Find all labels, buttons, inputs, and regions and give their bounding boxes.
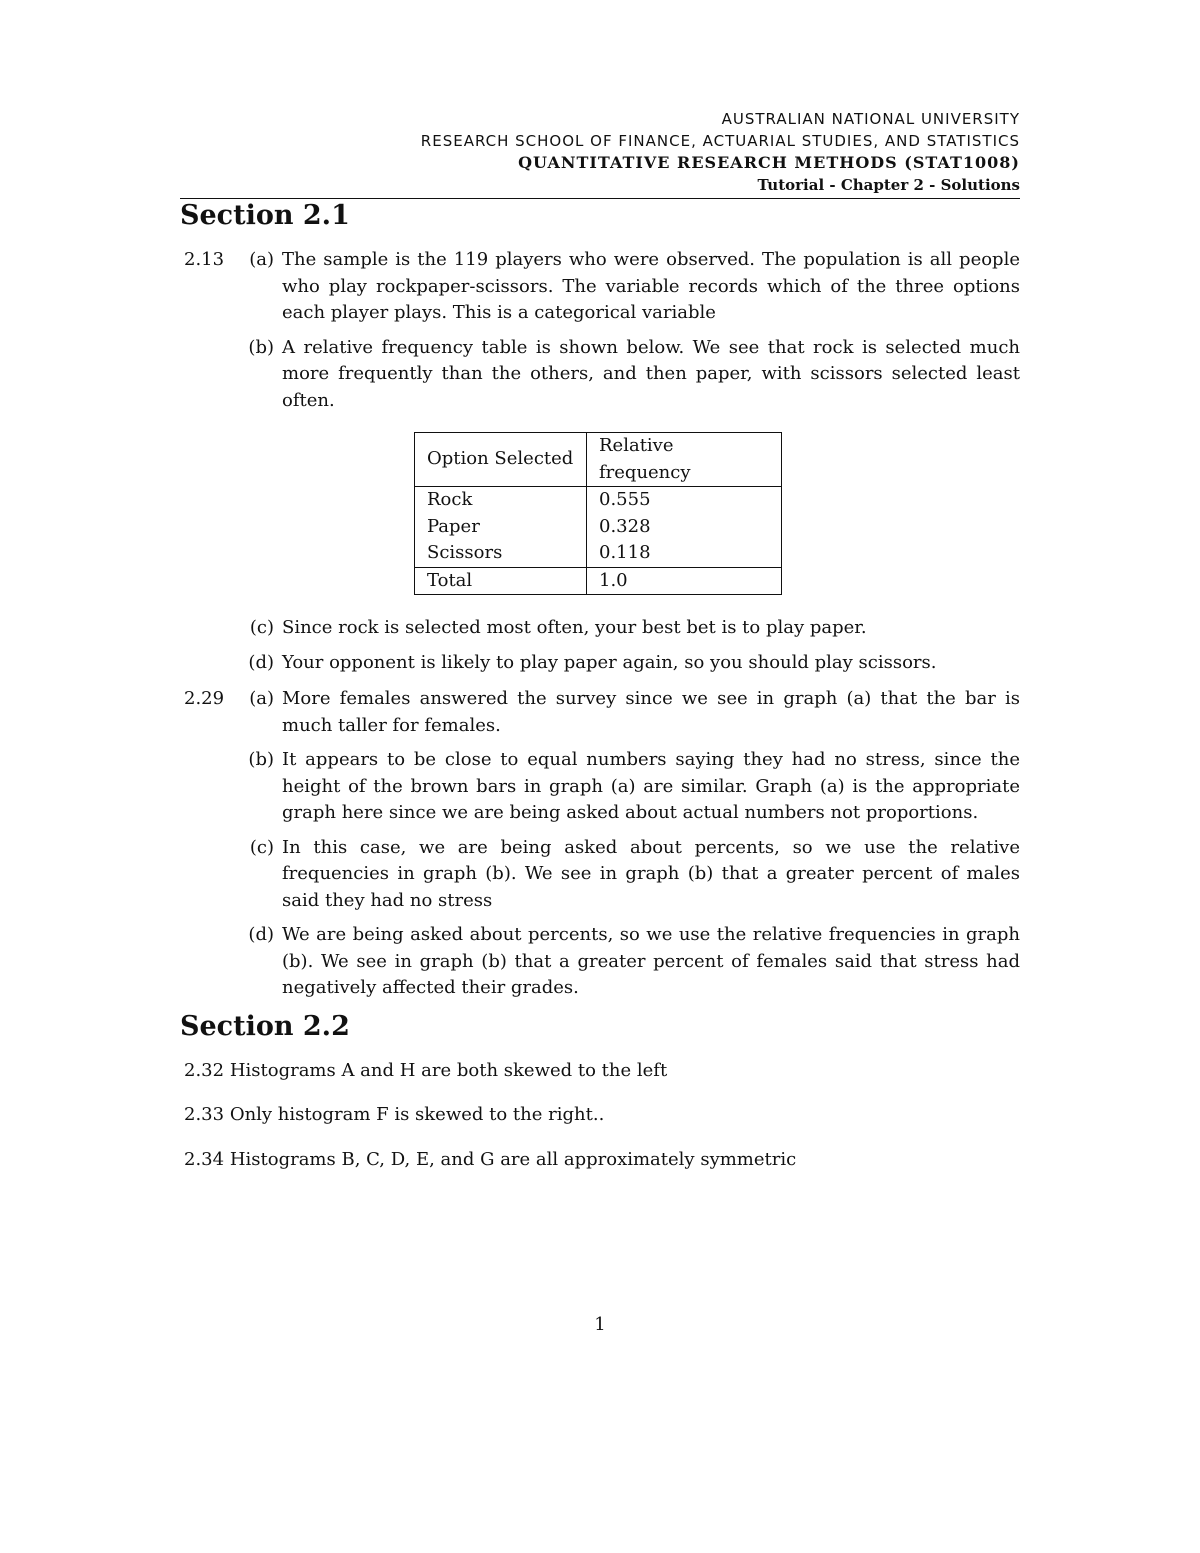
table-cell: 1.0 [587, 567, 782, 595]
tutorial-subtitle: Tutorial - Chapter 2 - Solutions [757, 176, 1020, 194]
part-label: (d) [248, 924, 274, 945]
university-name: AUSTRALIAN NATIONAL UNIVERSITY [721, 110, 1020, 128]
part-label: (b) [248, 749, 274, 770]
table-cell: Total [415, 567, 587, 595]
part-label: (c) [249, 617, 274, 638]
part-text: A relative frequency table is shown below. We see that rock is selected much more frequently than the others, and then paper, with scissors selected least often. [282, 336, 1020, 411]
table-cell: Scissors [415, 540, 587, 567]
part-b [240, 335, 1020, 596]
document-page [180, 108, 1020, 1173]
table-row [415, 514, 782, 541]
problem-number: 2.34 [184, 1148, 225, 1170]
table-header-cell: Option Selected [415, 433, 587, 487]
part-text: In this case, we are being asked about percents, so we use the relative frequencies in graph (b). We see in graph (b) that a greater percent of males said they had no stress [282, 836, 1020, 911]
table-row [415, 540, 782, 567]
table-cell: 0.118 [587, 540, 782, 567]
table-total-row [415, 567, 782, 595]
problem-2-13 [180, 247, 1020, 676]
problem-2-32 [180, 1058, 1020, 1085]
course-title: QUANTITATIVE RESEARCH METHODS (STAT1008) [518, 153, 1020, 172]
part-text: We are being asked about percents, so we use the relative frequencies in graph (b). We see in graph (b) that a greater percent of females said that stress had negatively affected their grades. [282, 924, 1020, 998]
part-text: More females answered the survey since we see in graph (a) that the bar is much taller for females. [282, 688, 1020, 736]
part-text: Since rock is selected most often, your best bet is to play paper. [282, 617, 867, 638]
problem-number: 2.29 [184, 688, 225, 709]
problem-2-34 [180, 1147, 1020, 1174]
table-cell: 0.555 [587, 487, 782, 514]
part-a [240, 686, 1020, 739]
section-heading-2-1: Section 2.1 [180, 200, 350, 231]
problem-2-33 [180, 1102, 1020, 1129]
part-b [240, 747, 1020, 827]
problem-text: Only histogram F is skewed to the right.. [229, 1104, 605, 1125]
part-label: (a) [249, 688, 274, 709]
part-c [240, 615, 1020, 642]
table-row [415, 487, 782, 514]
page-number: 1 [594, 1314, 606, 1335]
table-cell: Rock [415, 487, 587, 514]
frequency-table-wrapper [414, 432, 1020, 595]
problem-number: 2.32 [184, 1059, 225, 1081]
document-header [180, 108, 1020, 196]
part-d [240, 650, 1020, 677]
part-text: Your opponent is likely to play paper again, so you should play scissors. [282, 651, 937, 673]
problem-text: Histograms A and H are both skewed to the left [229, 1059, 668, 1081]
part-text: The sample is the 119 players who were observed. The population is all people who play rockpaper-scissors. The variable records which of the three options each player plays. This is a categorical variable [282, 249, 1020, 323]
part-text: It appears to be close to equal numbers saying they had no stress, since the height of the brown bars in graph (a) are similar. Graph (a) is the appropriate graph here since we are being asked about actual numbers not proportions. [282, 749, 1020, 823]
part-a [240, 247, 1020, 327]
part-label: (b) [248, 336, 274, 358]
part-label: (d) [248, 651, 274, 673]
problem-text: Histograms B, C, D, E, and G are all approximately symmetric [229, 1148, 797, 1170]
part-label: (a) [249, 249, 274, 270]
table-cell: 0.328 [587, 514, 782, 541]
relative-frequency-table [414, 432, 782, 595]
problem-2-29 [180, 686, 1020, 1002]
table-header-row [415, 433, 782, 487]
section-heading-2-2: Section 2.2 [180, 1010, 350, 1042]
table-header-cell: Relative frequency [587, 433, 782, 487]
problem-number: 2.33 [184, 1104, 225, 1125]
part-d [240, 922, 1020, 1002]
table-cell: Paper [415, 514, 587, 541]
problem-number: 2.13 [184, 249, 225, 270]
school-name: RESEARCH SCHOOL OF FINANCE, ACTUARIAL STUDIES, AND STATISTICS [420, 132, 1020, 150]
part-c [240, 835, 1020, 915]
part-label: (c) [249, 836, 274, 858]
